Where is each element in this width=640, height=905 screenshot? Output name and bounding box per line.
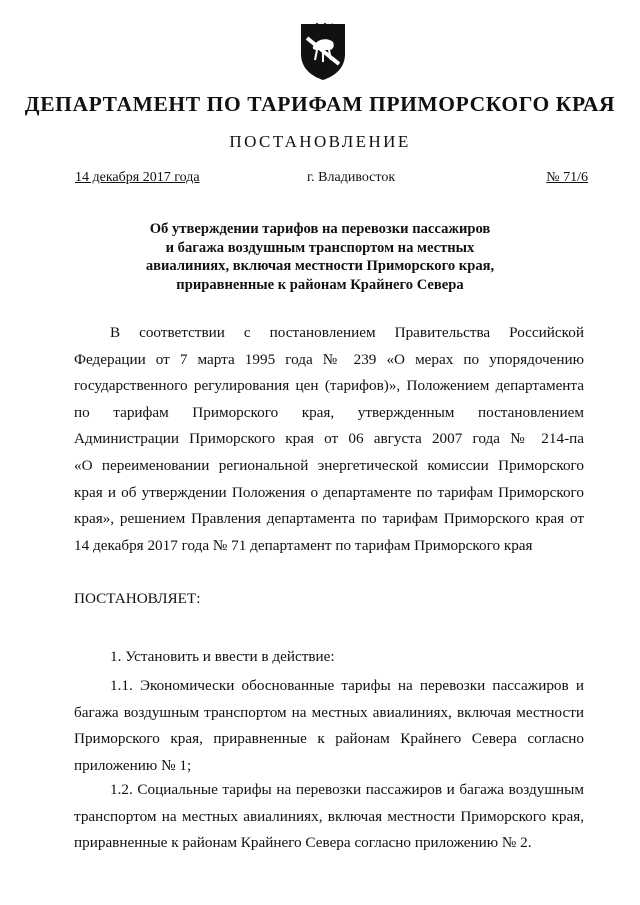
text-line: 1.2. Социальные тарифы на перевозки пассажиров и багажа воздушным [110,781,584,798]
text-line: Администрации Приморского края от 06 августа 2007 года № 214-па [74,430,584,448]
text-line: 1.1. Экономически обоснованные тарифы на перевозки пассажиров и [110,677,584,694]
text-line: приложению № 1; [74,756,192,774]
text-line: «О переименовании региональной энергетической комиссии Приморского [74,456,584,474]
text-line: В соответствии с постановлением Правительства Российской [110,324,584,341]
text-line: 14 декабря 2017 года № 71 департамент по тарифам Приморского края [74,536,533,554]
date-line [75,170,588,190]
text-line: края и об утверждении Положения о департаменте по тарифам Приморского [74,483,584,501]
text-line: транспортом на местных авиалиниях, включая местности Приморского края, [74,807,584,825]
resolves-heading: ПОСТАНОВЛЯЕТ: [74,590,201,607]
item-1: 1. Установить и ввести в действие: [110,648,335,665]
document-title [0,220,640,294]
item-1-2-paragraph [74,777,584,857]
document-number: № 71/6 [546,170,588,185]
title-line: Об утверждении тарифов на перевозки пассажиров [149,221,491,237]
document-city: г. Владивосток [307,170,396,185]
document-date: 14 декабря 2017 года [75,170,200,185]
text-line: Федерации от 7 марта 1995 года № 239 «О мерах по упорядочению [74,350,584,368]
coat-of-arms-icon [297,20,349,82]
text-line: багажа воздушным транспортом на местных авиалиниях, включая местности [74,703,584,721]
text-line: края», решением Правления департамента по тарифам Приморского края от [74,510,584,528]
title-line: приравненные к районам Крайнего Севера [176,276,464,293]
title-line: авиалиниях, включая местности Приморского края, [145,258,495,274]
text-line: Приморского края, приравненные к районам Крайнего Севера согласно [74,730,584,748]
text-line: приравненные к районам Крайнего Севера согласно приложению № 2. [74,834,532,852]
preamble-paragraph [74,320,584,559]
item-1-1-paragraph [74,673,584,779]
department-name: ДЕПАРТАМЕНТ ПО ТАРИФАМ ПРИМОРСКОГО КРАЯ [24,92,616,116]
title-line: и багажа воздушным транспортом на местных [165,239,475,256]
text-line: государственного регулирования цен (тарифов)», Положением департамента [74,377,584,395]
text-line: по тарифам Приморского края, утвержденным постановлением [74,403,584,421]
document-type: ПОСТАНОВЛЕНИЕ [229,132,411,151]
